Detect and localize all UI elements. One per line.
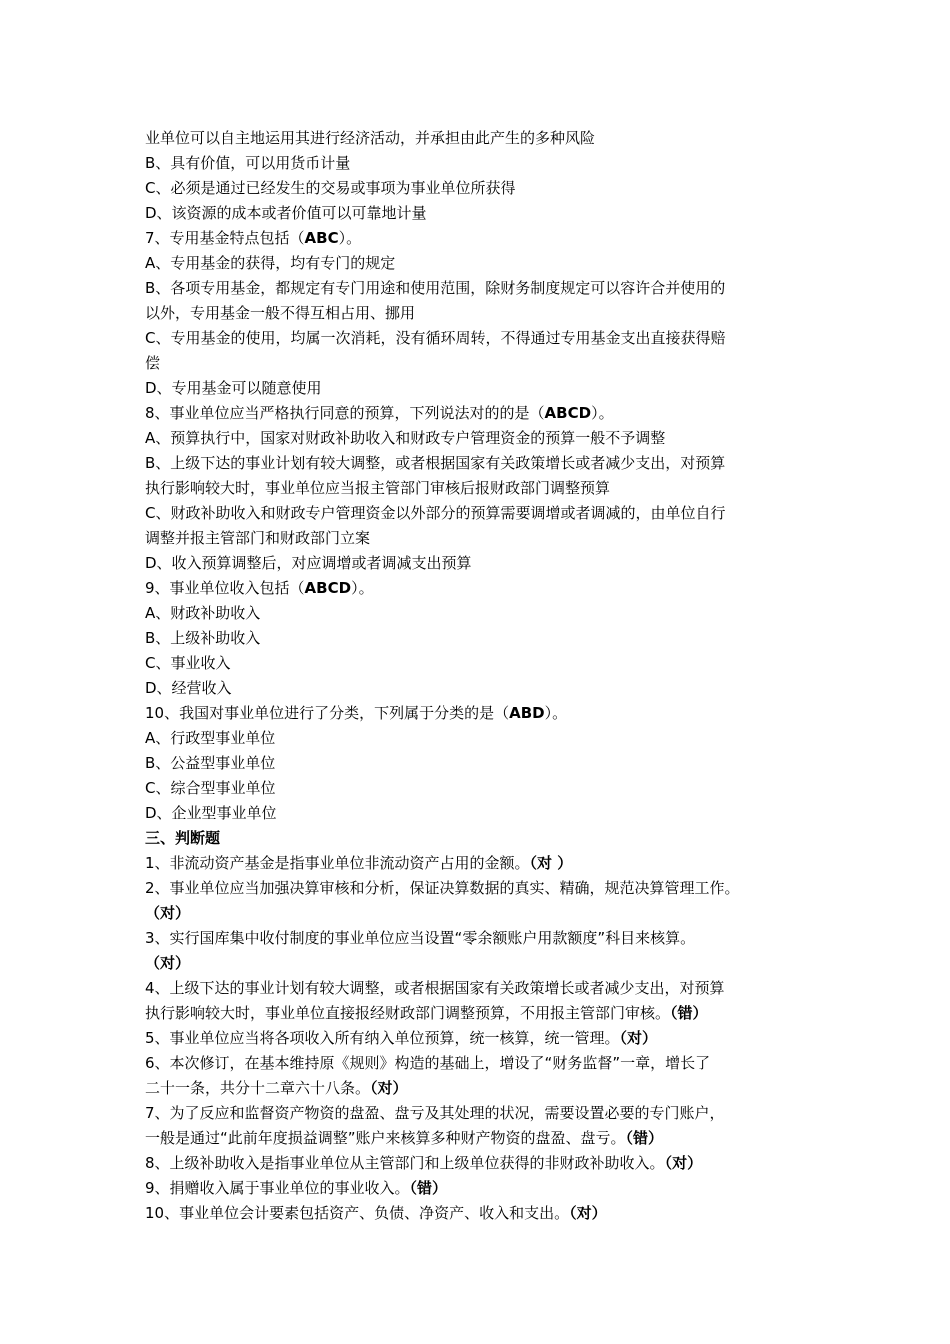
text-line xyxy=(145,676,825,701)
line-text: B、公益型事业单位 xyxy=(145,754,276,772)
line-text: 偿 xyxy=(145,354,161,372)
answer-text: ABC xyxy=(304,229,339,247)
line-text: ）。 xyxy=(591,404,614,422)
text-line xyxy=(145,776,825,801)
text-line xyxy=(145,651,825,676)
text-line xyxy=(145,1126,825,1151)
text-line xyxy=(145,276,825,301)
line-text: 二十一条，共分十二章六十八条。 xyxy=(145,1079,371,1097)
text-line xyxy=(145,326,825,351)
text-line xyxy=(145,126,825,151)
answer-text: ABCD xyxy=(304,579,352,597)
line-text: 1、非流动资产基金是指事业单位非流动资产占用的金额。 xyxy=(145,854,530,872)
line-text: B、上级补助收入 xyxy=(145,629,261,647)
line-text: 7、为了反应和监督资产物资的盘盈、盘亏及其处理的状况，需要设置必要的专门账户， xyxy=(145,1104,725,1122)
text-line xyxy=(145,526,825,551)
line-text: 执行影响较大时，事业单位应当报主管部门审核后报财政部门调整预算 xyxy=(145,479,611,497)
line-text: A、财政补助收入 xyxy=(145,604,261,622)
text-line xyxy=(145,1201,825,1226)
line-text: 调整并报主管部门和财政部门立案 xyxy=(145,529,371,547)
line-text: C、事业收入 xyxy=(145,654,231,672)
answer-text: （错） xyxy=(409,1179,448,1197)
text-line xyxy=(145,926,825,951)
line-text: 业单位可以自主地运用其进行经济活动，并承担由此产生的多种风险 xyxy=(145,129,596,147)
line-text: 9、捐赠收入属于事业单位的事业收入。 xyxy=(145,1179,410,1197)
line-text: C、专用基金的使用，均属一次消耗，没有循环周转，不得通过专用基金支出直接获得赔 xyxy=(145,329,726,347)
text-line xyxy=(145,226,825,251)
text-line xyxy=(145,501,825,526)
text-line xyxy=(145,701,825,726)
line-text: C、财政补助收入和财政专户管理资金以外部分的预算需要调增或者调减的，由单位自行 xyxy=(145,504,726,522)
text-line xyxy=(145,951,825,976)
answer-text: （错） xyxy=(625,1129,664,1147)
line-text: C、必须是通过已经发生的交易或事项为事业单位所获得 xyxy=(145,179,516,197)
line-text: 6、本次修订，在基本维持原《规则》构造的基础上，增设了“财务监督”一章，增长了 xyxy=(145,1054,711,1072)
answer-text: （对） xyxy=(664,1154,703,1172)
text-line xyxy=(145,301,825,326)
text-line xyxy=(145,1076,825,1101)
text-line xyxy=(145,876,825,901)
line-text: A、预算执行中，国家对财政补助收入和财政专户管理资金的预算一般不予调整 xyxy=(145,429,666,447)
answer-text: （对） xyxy=(145,954,191,972)
text-line xyxy=(145,1051,825,1076)
text-line xyxy=(145,151,825,176)
text-line xyxy=(145,1026,825,1051)
line-text: C、综合型事业单位 xyxy=(145,779,276,797)
text-line xyxy=(145,551,825,576)
line-text: 一般是通过“此前年度损益调整”账户来核算多种财产物资的盘盈、盘亏。 xyxy=(145,1129,626,1147)
line-text: ）。 xyxy=(544,704,568,722)
text-line xyxy=(145,201,825,226)
text-line xyxy=(145,476,825,501)
line-text: D、收入预算调整后，对应调增或者调减支出预算 xyxy=(145,554,472,572)
line-text: 9、事业单位收入包括（ xyxy=(145,579,305,597)
text-line xyxy=(145,176,825,201)
line-text: ）。 xyxy=(351,579,374,597)
text-line xyxy=(145,1151,825,1176)
line-text: A、行政型事业单位 xyxy=(145,729,276,747)
answer-text: 三、判断题 xyxy=(145,829,221,847)
text-line xyxy=(145,1176,825,1201)
answer-text: ABD xyxy=(509,704,545,722)
line-text: B、具有价值，可以用货币计量 xyxy=(145,154,351,172)
answer-text: （错） xyxy=(670,1004,708,1022)
line-text: D、专用基金可以随意使用 xyxy=(145,379,322,397)
text-line xyxy=(145,451,825,476)
text-line xyxy=(145,426,825,451)
line-text: 执行影响较大时，事业单位直接报经财政部门调整预算，不用报主管部门审核。 xyxy=(145,1004,671,1022)
line-text: 2、事业单位应当加强决算审核和分析，保证决算数据的真实、精确，规范决算管理工作。 xyxy=(145,879,740,897)
text-line xyxy=(145,851,825,876)
text-line xyxy=(145,751,825,776)
answer-text: （对） xyxy=(619,1029,658,1047)
line-text: 3、实行国库集中收付制度的事业单位应当设置“零余额账户用款额度”科目来核算。 xyxy=(145,929,696,947)
text-line xyxy=(145,251,825,276)
line-text: 5、事业单位应当将各项收入所有纳入单位预算，统一核算，统一管理。 xyxy=(145,1029,620,1047)
answer-text: ABCD xyxy=(544,404,592,422)
document-body xyxy=(145,126,825,1226)
line-text: 7、专用基金特点包括（ xyxy=(145,229,305,247)
line-text: B、上级下达的事业计划有较大调整，或者根据国家有关政策增长或者减少支出，对预算 xyxy=(145,454,726,472)
text-line xyxy=(145,401,825,426)
text-line xyxy=(145,626,825,651)
text-line xyxy=(145,1001,825,1026)
text-line xyxy=(145,601,825,626)
answer-text: （对） xyxy=(370,1079,408,1097)
line-text: B、各项专用基金，都规定有专门用途和使用范围，除财务制度规定可以容许合并使用的 xyxy=(145,279,726,297)
text-line xyxy=(145,826,825,851)
text-line xyxy=(145,976,825,1001)
answer-text: （对） xyxy=(569,1204,607,1222)
line-text: D、企业型事业单位 xyxy=(145,804,277,822)
line-text: 4、上级下达的事业计划有较大调整，或者根据国家有关政策增长或者减少支出，对预算 xyxy=(145,979,725,997)
text-line xyxy=(145,801,825,826)
line-text: 以外，专用基金一般不得互相占用、挪用 xyxy=(145,304,416,322)
line-text: ）。 xyxy=(338,229,362,247)
line-text: A、专用基金的获得，均有专门的规定 xyxy=(145,254,396,272)
answer-text: （对） xyxy=(145,904,191,922)
text-line xyxy=(145,376,825,401)
line-text: D、该资源的成本或者价值可以可靠地计量 xyxy=(145,204,427,222)
line-text: 10、我国对事业单位进行了分类，下列属于分类的是（ xyxy=(145,704,510,722)
line-text: 10、事业单位会计要素包括资产、负债、净资产、收入和支出。 xyxy=(145,1204,570,1222)
text-line xyxy=(145,1101,825,1126)
text-line xyxy=(145,576,825,601)
line-text: 8、上级补助收入是指事业单位从主管部门和上级单位获得的非财政补助收入。 xyxy=(145,1154,665,1172)
text-line xyxy=(145,726,825,751)
text-line xyxy=(145,901,825,926)
line-text: D、经营收入 xyxy=(145,679,232,697)
text-line xyxy=(145,351,825,376)
answer-text: （对 ） xyxy=(529,854,573,872)
line-text: 8、事业单位应当严格执行同意的预算，下列说法对的的是（ xyxy=(145,404,545,422)
